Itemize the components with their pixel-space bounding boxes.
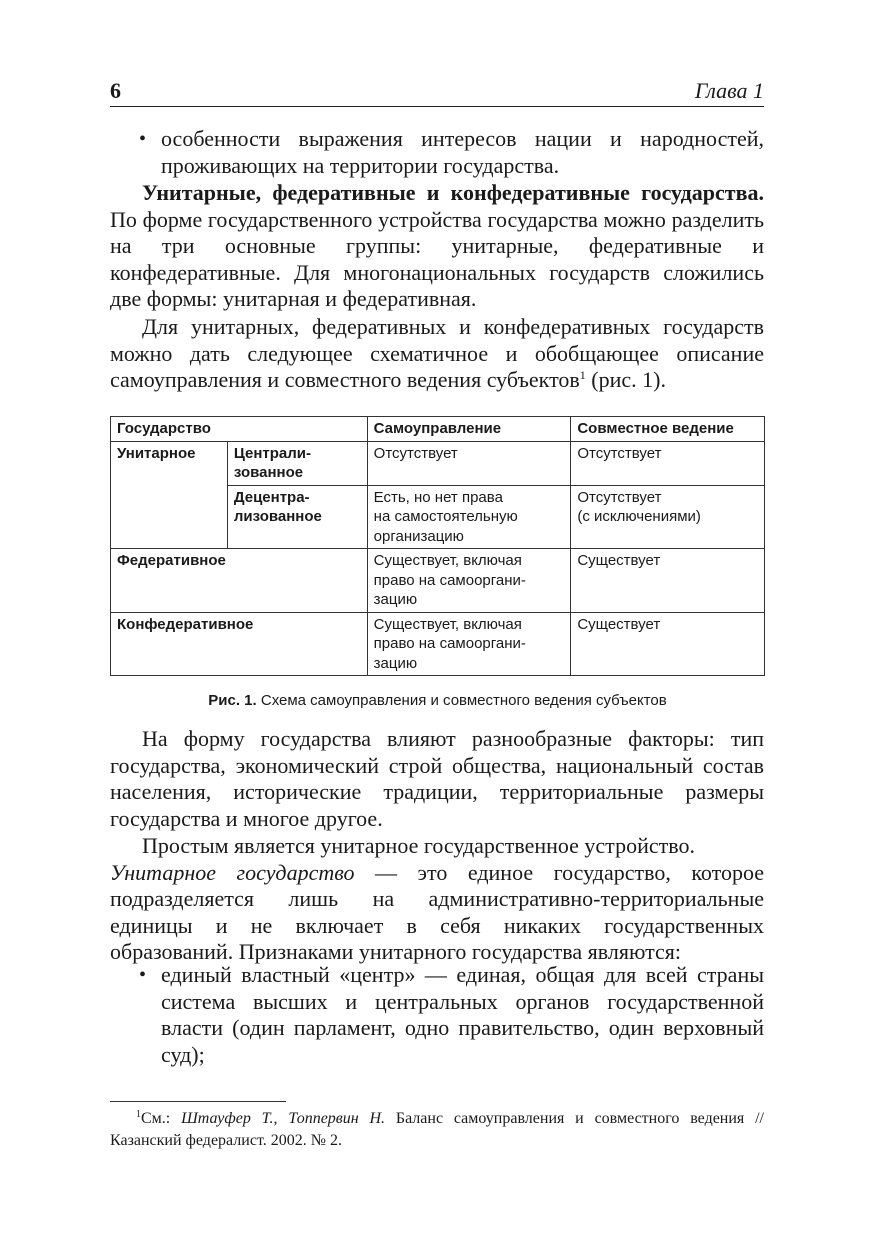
row-label: Унитарное <box>111 441 228 549</box>
bullet-item: единый властный «центр» — единая, общая для всей страны система высших и центральных органов государственной власти (один парламент, одно правительство, один верховный суд); <box>161 962 764 1067</box>
paragraph-text: По форме государственного устройства государства можно разделить на три основные группы: унитарные, федеративные и конфедеративные. Для многонациональных государств сложились две формы: унитарная и федеративная. <box>110 206 764 311</box>
paragraph-text: Для унитарных, федеративных и конфедеративных государств можно дать следующее схематичное и обобщающее описание самоуправления и совместного ведения субъектов <box>110 314 764 392</box>
row-label: Федеративное <box>111 549 368 613</box>
figure-caption <box>110 692 765 709</box>
bullet-marker: • <box>139 964 147 986</box>
page-number: 6 <box>110 78 121 103</box>
header-cell: Совместное ведение <box>571 417 765 442</box>
page-header <box>110 74 764 107</box>
paragraph-text: — это единое государство, которое подразделяется лишь на административно-территориальные единицы и не включает в себя никаких государственных образований. Признаками унитарного государства являются: <box>110 859 764 964</box>
paragraph <box>110 180 764 313</box>
row-sublabel: Централи- зованное <box>227 441 367 485</box>
bullet-marker: • <box>139 128 147 150</box>
paragraph-tail: (рис. 1). <box>585 367 666 392</box>
table-cell: Существует <box>571 612 765 676</box>
footnote-divider <box>110 1101 286 1102</box>
table-cell: Существует, включая право на самооргани- зацию <box>367 549 571 613</box>
row-sublabel: Децентра- лизованное <box>227 485 367 549</box>
paragraph-lead: Простым является унитарное государственное устройство. <box>142 833 695 858</box>
paragraph: На форму государства влияют разнообразные факторы: тип государства, экономический строй общества, национальный состав населения, исторические традиции, территориальные размеры государства и многое другое. <box>110 726 764 831</box>
paragraph <box>110 833 764 966</box>
row-label: Конфедеративное <box>111 612 368 676</box>
paragraph-bold-lead: Унитарные, федеративные и конфедеративные государства. <box>142 180 764 205</box>
footnote-authors: Штауфер Т., Топпервин Н. <box>181 1110 386 1127</box>
table-cell: Отсутствует (с исключениями) <box>571 485 765 549</box>
table-row <box>111 612 765 676</box>
table-cell: Есть, но нет права на самостоятельную организацию <box>367 485 571 549</box>
header-cell: Государство <box>111 417 368 442</box>
table-cell: Отсутствует <box>367 441 571 485</box>
footnote-see: См.: <box>141 1110 182 1127</box>
chapter-title: Глава 1 <box>694 78 764 103</box>
scheme-table <box>110 416 765 676</box>
header-cell: Самоуправление <box>367 417 571 442</box>
footnote-number: 1 <box>136 1109 141 1120</box>
paragraph <box>110 314 764 394</box>
table-row <box>111 549 765 613</box>
paragraph-term: Унитарное государство <box>110 859 355 885</box>
table-cell: Отсутствует <box>571 441 765 485</box>
footnote-text: Баланс самоуправления и совместного ведения // Казанский федералист. 2002. № 2. <box>110 1110 764 1149</box>
footnote <box>110 1108 764 1152</box>
bullet-item: особенности выражения интересов нации и народностей, проживающих на территории государства. <box>161 126 764 178</box>
caption-text: Схема самоуправления и совместного ведения субъектов <box>256 692 667 709</box>
table-header-row <box>111 417 765 442</box>
table-cell: Существует, включая право на самооргани- зацию <box>367 612 571 676</box>
caption-label: Рис. 1. <box>208 692 257 709</box>
table-row <box>111 441 765 485</box>
footnote-ref: 1 <box>579 368 586 382</box>
table-cell: Существует <box>571 549 765 613</box>
